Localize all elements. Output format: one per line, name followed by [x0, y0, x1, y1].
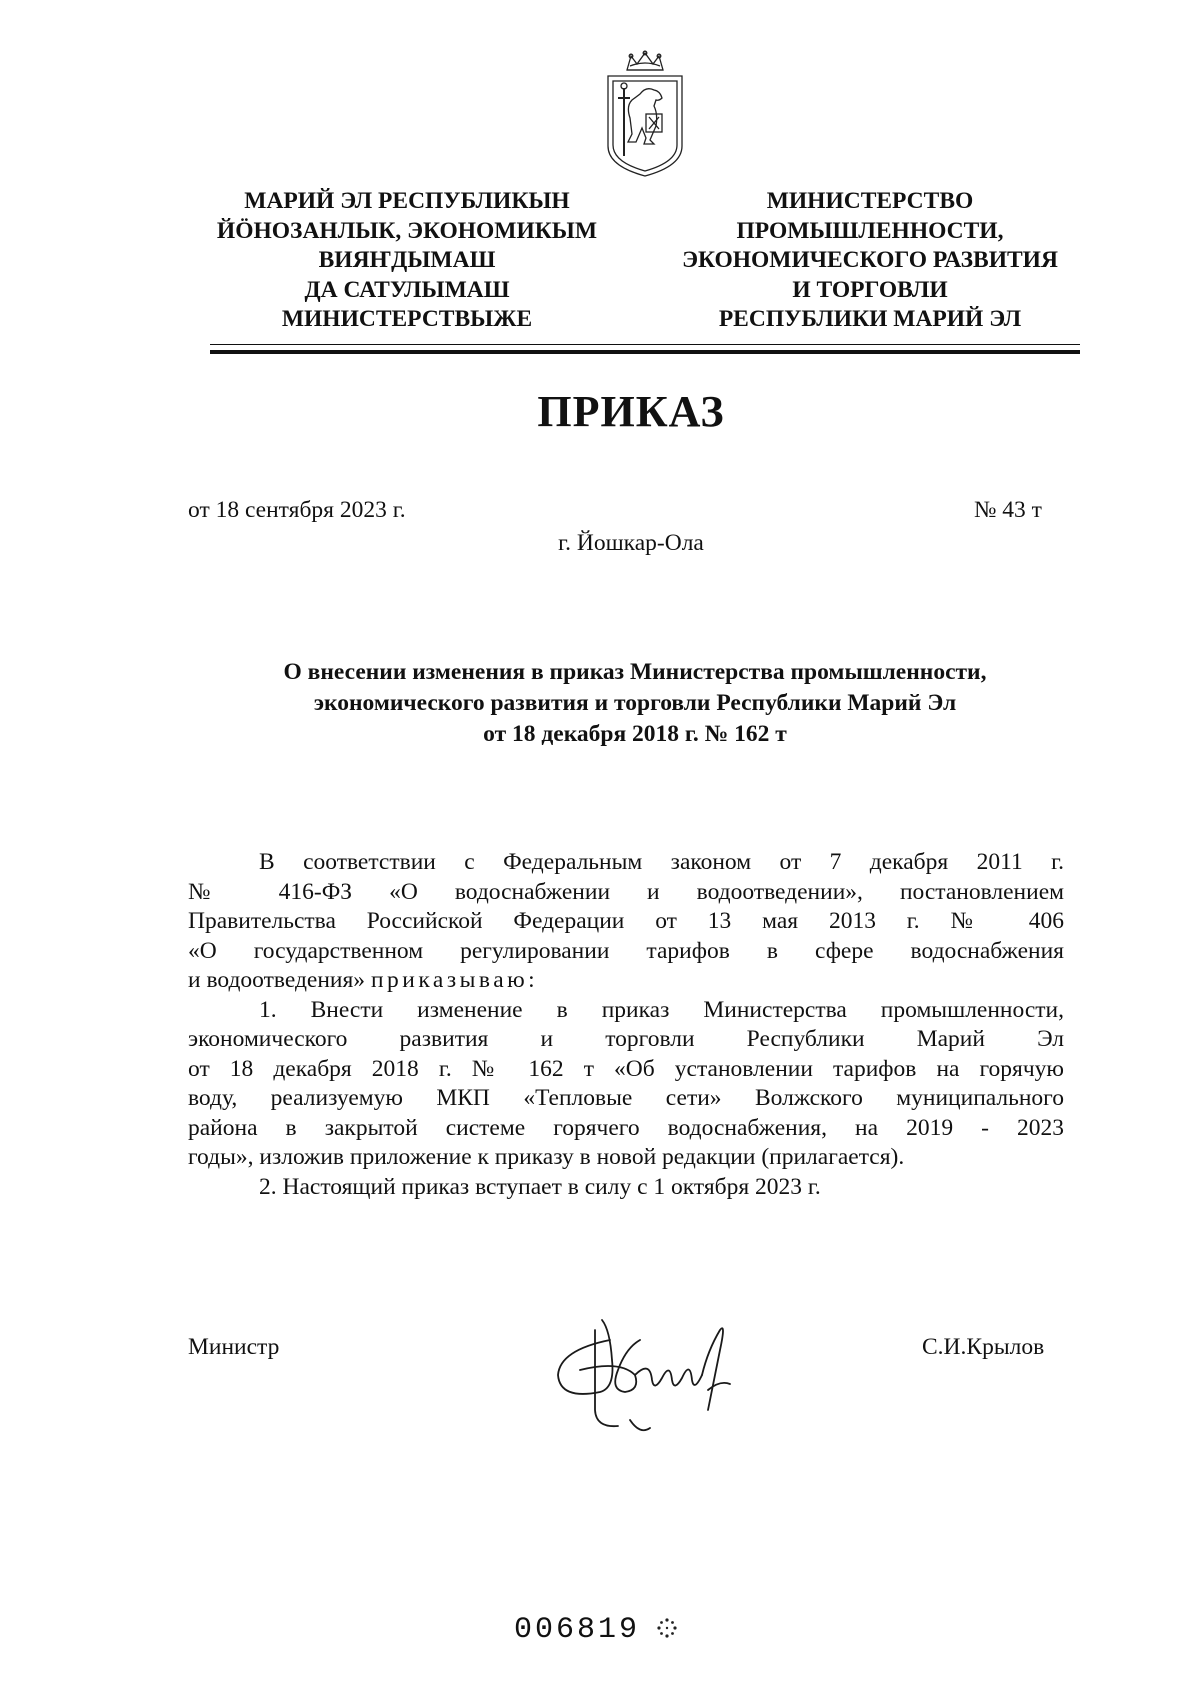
- header-right-line: ЭКОНОМИЧЕСКОГО РАЗВИТИЯ: [682, 247, 1058, 273]
- subject-line: от 18 декабря 2018 г. № 162 т: [483, 721, 787, 747]
- body-line: «О государственном регулировании тарифов в сфере водоснабжения: [188, 937, 1064, 964]
- header-left-line: ДА САТУЛЫМАШ: [304, 276, 510, 303]
- document-body: [188, 848, 1064, 1202]
- subject-line: О внесении изменения в приказ Министерства промышленности,: [283, 659, 987, 685]
- header-left-block: [207, 187, 607, 335]
- header-right-line: РЕСПУБЛИКИ МАРИЙ ЭЛ: [718, 306, 1022, 332]
- header-right-line: МИНИСТЕРСТВО: [766, 188, 974, 214]
- document-date: от 18 сентября 2023 г.: [188, 497, 406, 523]
- body-line: района в закрытой системе горячего водоснабжения, на 2019 - 2023: [188, 1114, 1064, 1141]
- header-divider-thin: [210, 344, 1080, 345]
- handwritten-signature-icon: [540, 1300, 780, 1450]
- document-title: ПРИКАЗ: [537, 387, 725, 436]
- header-left-line: МИНИСТЕРСТВЫЖЕ: [281, 306, 533, 332]
- body-line: годы», изложив приложение к приказу в новой редакции (прилагается).: [188, 1144, 905, 1170]
- header-left-line: МАРИЙ ЭЛ РЕСПУБЛИКЫН: [244, 188, 570, 214]
- signatory-name: С.И.Крылов: [922, 1334, 1045, 1360]
- body-line: № 416-ФЗ «О водоснабжении и водоотведении», постановлением: [188, 878, 1064, 905]
- header-left-line: ВИЯҤДЫМАШ: [318, 247, 496, 273]
- body-line: воду, реализуемую МКП «Тепловые сети» Волжского муниципального: [188, 1085, 1064, 1111]
- body-line-prefix: и водоотведения»: [188, 967, 366, 993]
- body-line: В соответствии с Федеральным законом от 7 декабря 2011 г.: [259, 849, 1064, 875]
- signatory-position: Министр: [188, 1334, 280, 1360]
- header-right-line: И ТОРГОВЛИ: [792, 276, 948, 303]
- header-right-block: [660, 187, 1080, 335]
- body-line: 1. Внести изменение в приказ Министерства промышленности,: [259, 996, 1064, 1023]
- header-right-line: ПРОМЫШЛЕННОСТИ,: [736, 217, 1004, 244]
- asterisk-mark-icon: [656, 1617, 678, 1639]
- header-left-line: ЙӦНОЗАНЛЫК, ЭКОНОМИКЫМ: [216, 217, 598, 244]
- coat-of-arms-icon: [600, 48, 690, 186]
- body-line: 2. Настоящий приказ вступает в силу с 1 октября 2023 г.: [259, 1173, 821, 1200]
- order-command-word: приказываю:: [370, 967, 539, 993]
- document-city: г. Йошкар-Ола: [558, 530, 704, 556]
- body-line: от 18 декабря 2018 г. № 162 т «Об установлении тарифов на горячую: [188, 1055, 1064, 1082]
- body-line: Правительства Российской Федерации от 13 мая 2013 г. № 406: [188, 908, 1064, 934]
- subject-line: экономического развития и торговли Республики Марий Эл: [313, 690, 957, 716]
- document-serial-number: 006819: [514, 1613, 641, 1647]
- body-line: экономического развития и торговли Республики Марий Эл: [188, 1026, 1064, 1052]
- header-divider-thick: [210, 350, 1080, 354]
- document-number: № 43 т: [974, 497, 1042, 523]
- document-subject: [190, 657, 1080, 750]
- body-line: [188, 966, 1064, 996]
